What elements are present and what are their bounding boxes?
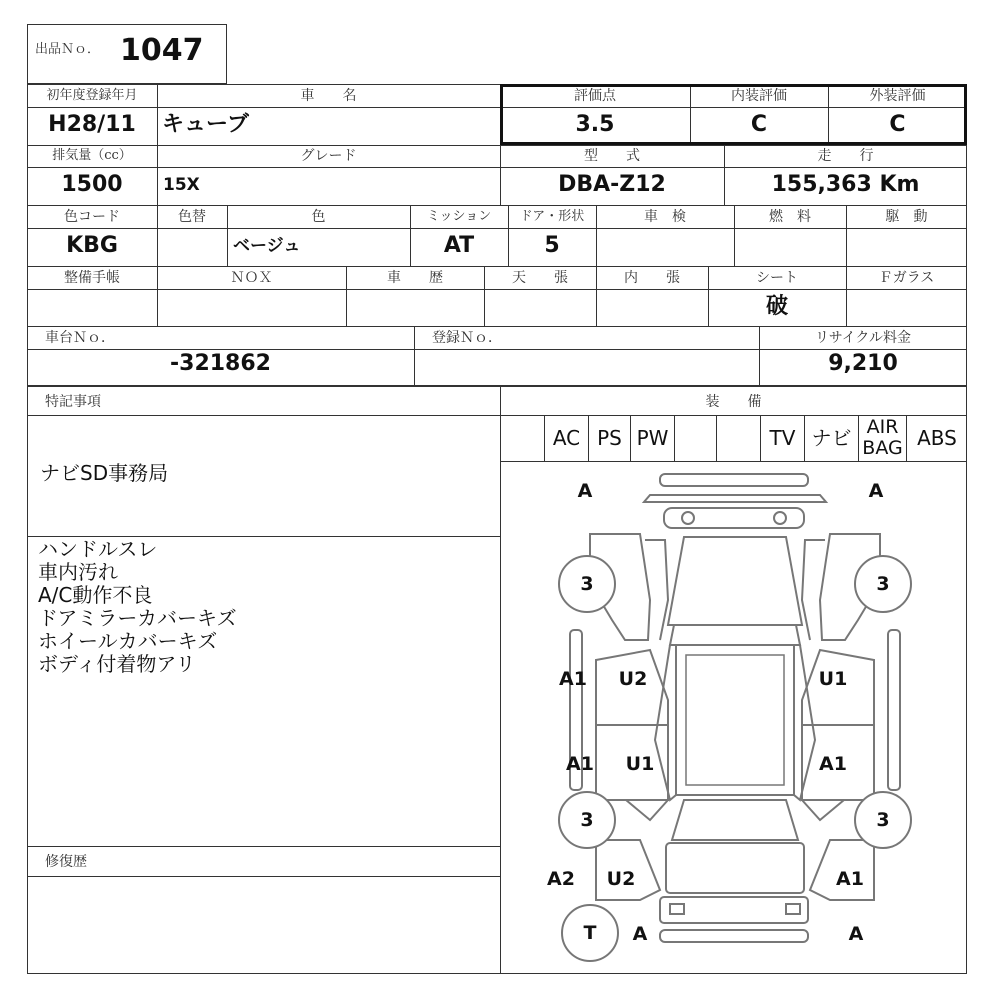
mark-front-door-left-2: U2 — [618, 668, 648, 690]
score-label: 評価点 — [574, 88, 616, 104]
car-name-value: キューブ — [162, 112, 249, 137]
inspection-label: 車 検 — [644, 209, 686, 225]
model-label: 型 式 — [584, 148, 640, 164]
recycle-label: リサイクル料金 — [814, 330, 912, 346]
mark-spare-tire: T — [583, 922, 597, 944]
nox-label: ＮＯＸ — [230, 270, 273, 286]
mission-value: AT — [443, 233, 475, 258]
equipment-airbag — [859, 417, 906, 459]
model-value: DBA-Z12 — [558, 172, 666, 197]
interior-lining-label: 内 張 — [624, 270, 680, 286]
headliner-label: 天 張 — [512, 270, 568, 286]
displacement-label: 排気量（cc） — [52, 148, 132, 163]
f-glass-label: Ｆガラス — [878, 270, 935, 286]
notes-item: ドアミラーカバーキズ — [38, 606, 237, 630]
notes-item: ハンドルスレ — [38, 537, 158, 561]
color-code-label: 色コード — [64, 209, 120, 225]
seat-label: シート — [756, 270, 798, 286]
mission-label: ミッション — [426, 209, 492, 224]
seat-value: 破 — [765, 294, 788, 319]
exterior-label: 外装評価 — [869, 88, 926, 104]
first-reg-label: 初年度登録年月 — [46, 88, 138, 103]
recycle-value: 9,210 — [828, 351, 898, 376]
score-value: 3.5 — [575, 112, 615, 137]
interior-label: 内装評価 — [731, 88, 787, 104]
color-value: ベージュ — [233, 236, 301, 256]
notes-item: ボディ付着物アリ — [38, 652, 196, 676]
fuel-label: 燃 料 — [769, 209, 811, 225]
notes-top-text: ナビSD事務局 — [40, 461, 169, 485]
door-shape-value: 5 — [544, 233, 560, 258]
notes-item: A/C動作不良 — [38, 583, 153, 607]
mark-rear-right: A1 — [836, 868, 864, 890]
mark-tire-rear-right: 3 — [876, 809, 890, 831]
chassis-value: -321862 — [170, 351, 271, 376]
interior-value: C — [750, 112, 768, 137]
color-code-value: KBG — [66, 233, 118, 258]
mark-tire-front-right: 3 — [876, 573, 890, 595]
mark-rear-door-left: A1 — [566, 753, 594, 775]
car-name-label: 車 名 — [300, 88, 357, 104]
equipment-navi: ナビ — [811, 426, 852, 450]
car-diagram — [500, 462, 967, 974]
mark-bumper-right: A — [848, 923, 864, 945]
displacement-value: 1500 — [61, 172, 123, 197]
mark-tire-front-left: 3 — [580, 573, 594, 595]
grade-label: グレード — [300, 148, 357, 164]
mileage-value: 155,363 Km — [771, 172, 920, 197]
equipment-airbag-line1: AIR — [866, 416, 899, 438]
equipment-abs: ABS — [917, 426, 957, 450]
equipment-pw: PW — [636, 426, 669, 450]
mark-rear-door-right: A1 — [819, 753, 847, 775]
notes-item: ホイールカバーキズ — [38, 629, 218, 653]
mark-tire-rear-left: 3 — [580, 809, 594, 831]
mark-front-door-right: U1 — [818, 668, 848, 690]
mark-rear-door-left-2: U1 — [625, 753, 655, 775]
registration-label: 登録Ｎｏ． — [432, 330, 502, 346]
grade-value: 15X — [163, 175, 200, 195]
first-reg-value: H28/11 — [48, 112, 136, 137]
equipment-label: 装 備 — [705, 394, 762, 410]
lot-number: 1047 — [120, 33, 204, 68]
drive-label: 駆 動 — [885, 209, 928, 225]
lot-label: 出品Ｎｏ． — [35, 42, 101, 57]
equipment-airbag-line2: BAG — [862, 437, 903, 459]
mark-rear-left: A2 — [547, 868, 575, 890]
color-label: 色 — [311, 209, 326, 225]
door-shape-label: ドア・形状 — [519, 209, 585, 224]
exterior-value: C — [889, 112, 906, 137]
repair-label: 修復歴 — [45, 854, 87, 870]
equipment-ac: AC — [552, 426, 581, 450]
mark-rear-left-2: U2 — [606, 868, 636, 890]
mark-front-left: A — [577, 480, 593, 502]
maintenance-label: 整備手帳 — [64, 270, 120, 286]
history-label: 車 歴 — [387, 270, 443, 286]
mark-front-door-left: A1 — [559, 668, 587, 690]
chassis-label: 車台Ｎｏ． — [45, 330, 115, 346]
mileage-label: 走 行 — [817, 148, 874, 164]
equipment-tv: TV — [769, 426, 796, 450]
mark-bumper-left: A — [632, 923, 648, 945]
notes-label: 特記事項 — [45, 394, 101, 410]
equipment-ps: PS — [597, 426, 622, 450]
color-change-label: 色替 — [178, 209, 206, 225]
notes-item: 車内汚れ — [38, 560, 118, 584]
mark-front-right: A — [868, 480, 884, 502]
